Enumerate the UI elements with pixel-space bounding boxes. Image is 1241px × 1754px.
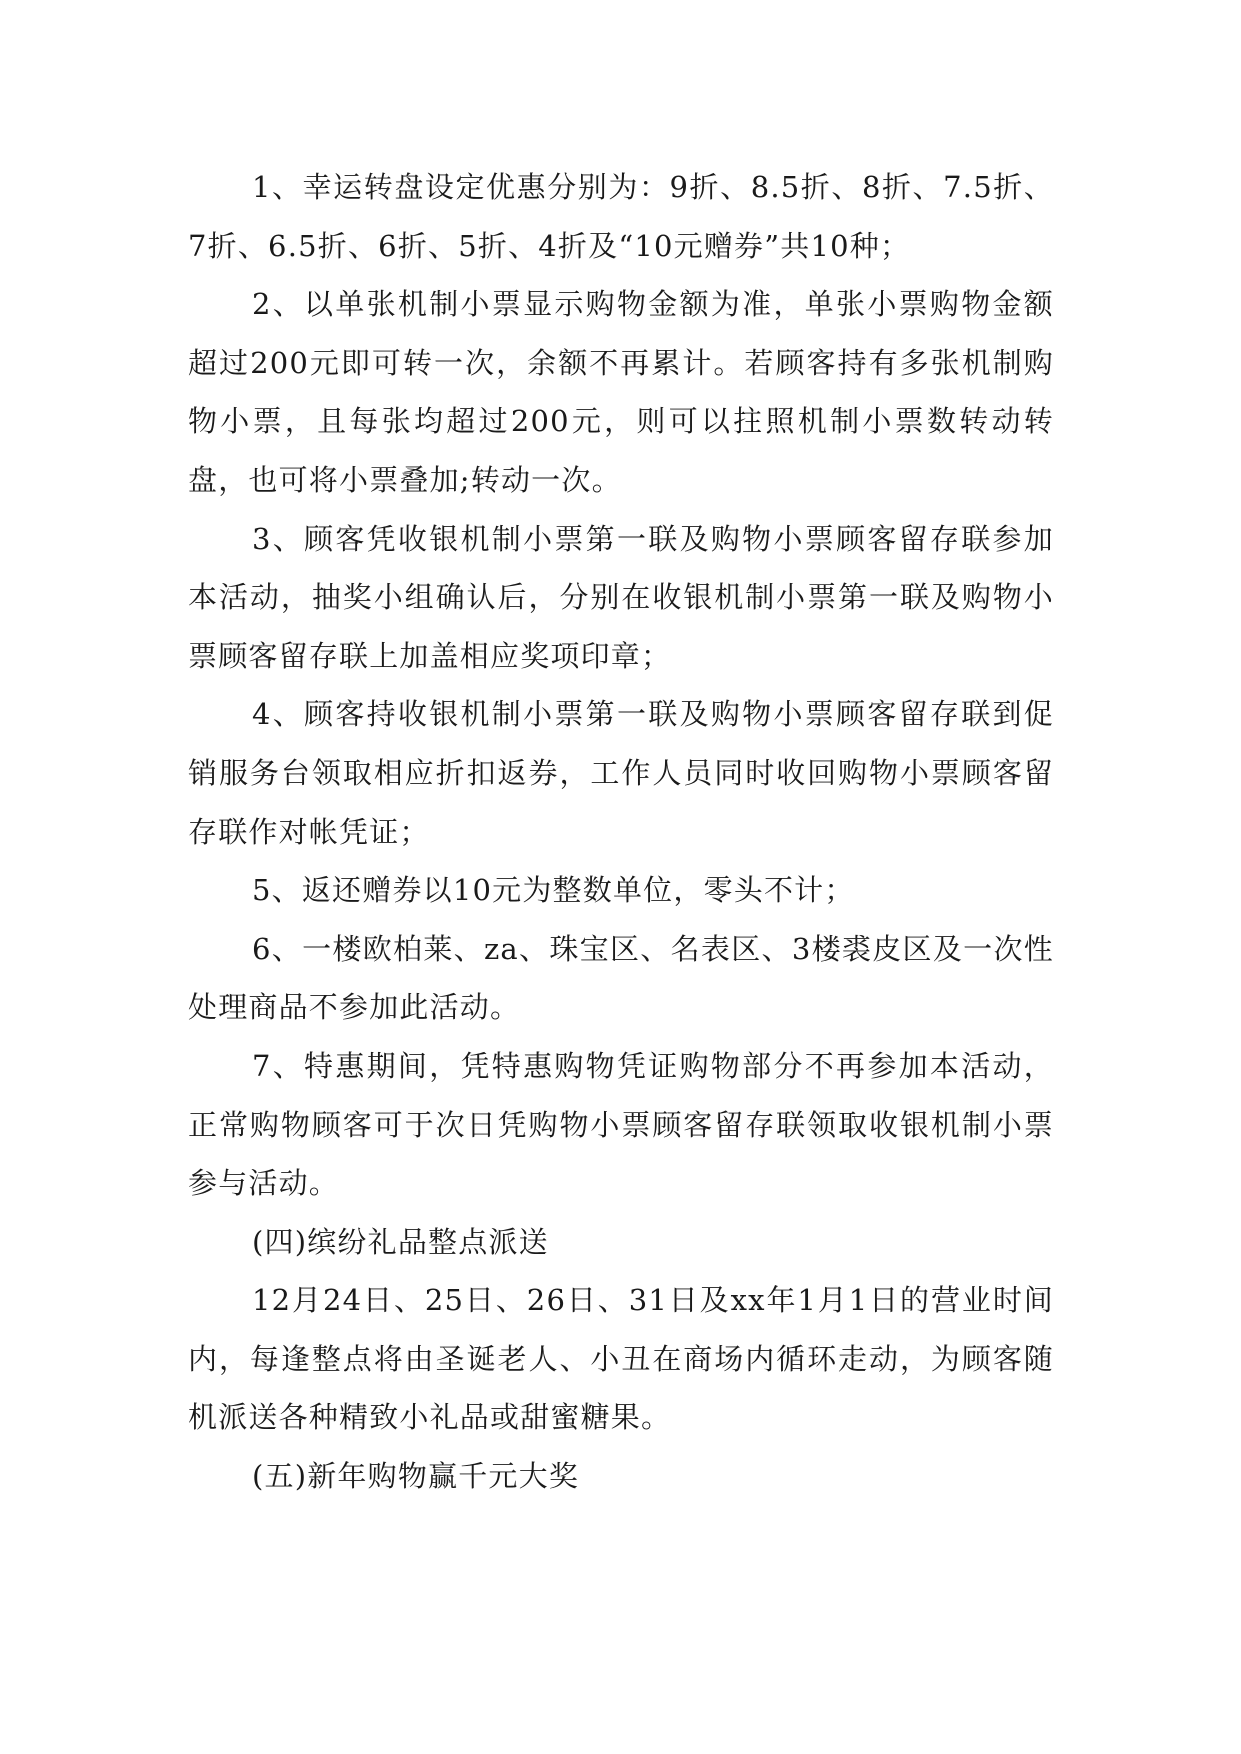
rule-paragraph-4: 4、顾客持收银机制小票第一联及购物小票顾客留存联到促销服务台领取相应折扣返券，工作人员同时收回购物小票顾客留存联作对帐凭证； (188, 697, 1054, 849)
rule-paragraph-7: 7、特惠期间，凭特惠购物凭证购物部分不再参加本活动，正常购物顾客可于次日凭购物小票顾客留存联领取收银机制小票参与活动。 (188, 1048, 1054, 1201)
rule-paragraph-6: 6、一楼欧柏莱、za、珠宝区、名表区、3楼裘皮区及一次性处理商品不参加此活动。 (188, 931, 1054, 1025)
rule-paragraph-1: 1、幸运转盘设定优惠分别为：9折、8.5折、8折、7.5折、7折、6.5折、6折、5折、4折及“10元赠券”共10种； (188, 170, 1054, 263)
section-heading-gift-delivery: (四)缤纷礼品整点派送 (252, 1224, 549, 1259)
section-heading-new-year-prize: (五)新年购物赢千元大奖 (252, 1459, 580, 1494)
rule-paragraph-2: 2、以单张机制小票显示购物金额为准，单张小票购物金额超过200元即可转一次，余额不再累计。若顾客持有多张机制购物小票，且每张均超过200元，则可以拄照机制小票数转动转盘，也可将小票叠加;转动一次。 (188, 287, 1054, 497)
gift-delivery-paragraph: 12月24日、25日、26日、31日及xx年1月1日的营业时间内，每逢整点将由圣诞老人、小丑在商场内循环走动，为顾客随机派送各种精致小礼品或甜蜜糖果。 (188, 1283, 1054, 1435)
rule-paragraph-3: 3、顾客凭收银机制小票第一联及购物小票顾客留存联参加本活动，抽奖小组确认后，分别在收银机制小票第一联及购物小票顾客留存联上加盖相应奖项印章； (188, 521, 1054, 673)
document-body (188, 158, 1054, 1506)
rule-paragraph-5: 5、返还赠券以10元为整数单位，零头不计； (252, 873, 855, 908)
